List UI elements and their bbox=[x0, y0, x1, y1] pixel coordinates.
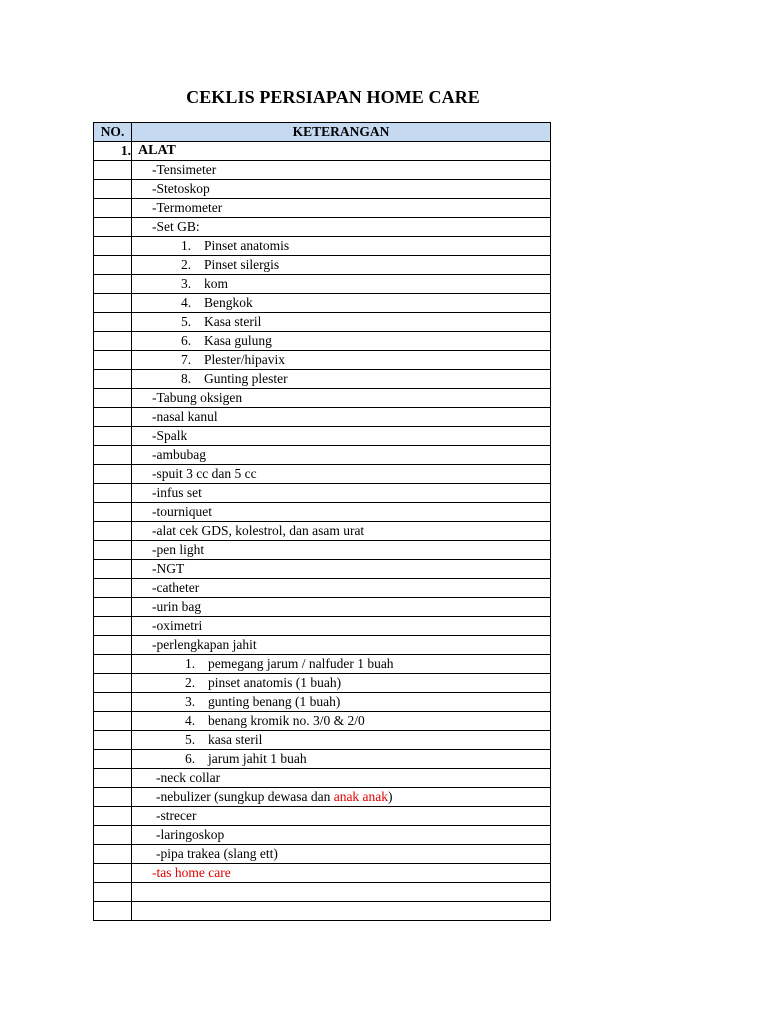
row-number-cell bbox=[94, 427, 132, 446]
row-number-cell: 1. bbox=[94, 142, 132, 161]
table-row bbox=[94, 503, 551, 522]
item-text: -nebulizer (sungkup dewasa dan bbox=[156, 789, 334, 804]
item-text: -neck collar bbox=[156, 770, 221, 785]
row-number-cell bbox=[94, 161, 132, 180]
item-number: 4. bbox=[185, 713, 196, 728]
row-number-cell bbox=[94, 275, 132, 294]
highlighted-text: -tas home care bbox=[152, 865, 231, 880]
item-text: -infus set bbox=[152, 485, 202, 500]
keterangan-cell bbox=[132, 674, 551, 693]
item-text: -ambubag bbox=[152, 447, 206, 462]
row-number-cell bbox=[94, 484, 132, 503]
row-number-cell bbox=[94, 560, 132, 579]
row-number-cell bbox=[94, 332, 132, 351]
keterangan-cell bbox=[132, 712, 551, 731]
keterangan-cell bbox=[132, 902, 551, 921]
keterangan-cell bbox=[132, 522, 551, 541]
table-row bbox=[94, 636, 551, 655]
keterangan-cell bbox=[132, 427, 551, 446]
table-row bbox=[94, 218, 551, 237]
row-number-cell bbox=[94, 655, 132, 674]
table-row bbox=[94, 769, 551, 788]
item-text: benang kromik no. 3/0 & 2/0 bbox=[208, 713, 365, 728]
keterangan-cell bbox=[132, 161, 551, 180]
row-number-cell bbox=[94, 579, 132, 598]
keterangan-cell bbox=[132, 142, 551, 161]
item-text: -Spalk bbox=[152, 428, 188, 443]
item-text: -Stetoskop bbox=[152, 181, 210, 196]
header-keterangan: KETERANGAN bbox=[132, 123, 551, 142]
row-number-cell bbox=[94, 788, 132, 807]
row-number-cell bbox=[94, 712, 132, 731]
row-number-cell bbox=[94, 598, 132, 617]
keterangan-cell bbox=[132, 256, 551, 275]
table-row bbox=[94, 750, 551, 769]
item-text: Gunting plester bbox=[204, 371, 288, 386]
item-text: -Tabung oksigen bbox=[152, 390, 243, 405]
table-row bbox=[94, 199, 551, 218]
keterangan-cell bbox=[132, 883, 551, 902]
keterangan-cell bbox=[132, 693, 551, 712]
keterangan-cell bbox=[132, 408, 551, 427]
row-number-cell bbox=[94, 218, 132, 237]
item-text: Bengkok bbox=[204, 295, 253, 310]
keterangan-cell bbox=[132, 750, 551, 769]
row-number-cell bbox=[94, 503, 132, 522]
table-row bbox=[94, 294, 551, 313]
table-row bbox=[94, 807, 551, 826]
item-text: -perlengkapan jahit bbox=[152, 637, 257, 652]
keterangan-cell bbox=[132, 579, 551, 598]
table-header-row bbox=[94, 123, 551, 142]
keterangan-cell bbox=[132, 332, 551, 351]
item-number: 2. bbox=[181, 257, 192, 272]
table-row bbox=[94, 617, 551, 636]
keterangan-cell bbox=[132, 237, 551, 256]
row-number-cell bbox=[94, 370, 132, 389]
keterangan-cell bbox=[132, 484, 551, 503]
keterangan-cell bbox=[132, 180, 551, 199]
item-number: 3. bbox=[181, 276, 192, 291]
item-text: -pen light bbox=[152, 542, 205, 557]
keterangan-cell bbox=[132, 351, 551, 370]
row-number-cell bbox=[94, 731, 132, 750]
table-row bbox=[94, 465, 551, 484]
row-number-cell bbox=[94, 541, 132, 560]
item-text: -Set GB: bbox=[152, 219, 200, 234]
row-number-cell bbox=[94, 693, 132, 712]
table-row bbox=[94, 788, 551, 807]
highlighted-text: anak anak bbox=[333, 789, 389, 804]
item-text: -laringoskop bbox=[156, 827, 225, 842]
table-row bbox=[94, 674, 551, 693]
keterangan-cell bbox=[132, 313, 551, 332]
row-number-cell bbox=[94, 769, 132, 788]
item-text: -alat cek GDS, kolestrol, dan asam urat bbox=[152, 523, 365, 538]
table-row bbox=[94, 845, 551, 864]
row-number-cell bbox=[94, 636, 132, 655]
item-text: -Termometer bbox=[152, 200, 223, 215]
item-text: kom bbox=[204, 276, 229, 291]
table-row bbox=[94, 598, 551, 617]
document-title: CEKLIS PERSIAPAN HOME CARE bbox=[186, 87, 480, 107]
row-number-cell bbox=[94, 237, 132, 256]
item-text: Pinset anatomis bbox=[204, 238, 290, 253]
item-text: -pipa trakea (slang ett) bbox=[156, 846, 278, 861]
keterangan-cell bbox=[132, 636, 551, 655]
item-text: -NGT bbox=[152, 561, 185, 576]
table-row bbox=[94, 712, 551, 731]
row-number-cell bbox=[94, 826, 132, 845]
item-number: 6. bbox=[181, 333, 192, 348]
keterangan-cell bbox=[132, 218, 551, 237]
item-number: 5. bbox=[185, 732, 196, 747]
row-number-cell bbox=[94, 674, 132, 693]
keterangan-cell bbox=[132, 864, 551, 883]
item-text: -spuit 3 cc dan 5 cc bbox=[152, 466, 257, 481]
item-text: kasa steril bbox=[208, 732, 263, 747]
row-number-cell bbox=[94, 351, 132, 370]
keterangan-cell bbox=[132, 294, 551, 313]
row-number-cell bbox=[94, 199, 132, 218]
keterangan-cell bbox=[132, 788, 551, 807]
keterangan-cell bbox=[132, 769, 551, 788]
row-number-cell bbox=[94, 180, 132, 199]
item-text: gunting benang (1 buah) bbox=[208, 694, 341, 709]
row-number-cell bbox=[94, 807, 132, 826]
section-heading: ALAT bbox=[138, 143, 176, 158]
table-row bbox=[94, 389, 551, 408]
keterangan-cell bbox=[132, 541, 551, 560]
table-row bbox=[94, 731, 551, 750]
item-text: -tourniquet bbox=[152, 504, 212, 519]
keterangan-cell bbox=[132, 370, 551, 389]
item-number: 6. bbox=[185, 751, 196, 766]
item-text: pemegang jarum / nalfuder 1 buah bbox=[208, 656, 394, 671]
item-text: -oximetri bbox=[152, 618, 203, 633]
table-row bbox=[94, 180, 551, 199]
keterangan-cell bbox=[132, 199, 551, 218]
item-text: Plester/hipavix bbox=[204, 352, 285, 367]
table-row bbox=[94, 408, 551, 427]
row-number-cell bbox=[94, 389, 132, 408]
row-number-cell bbox=[94, 256, 132, 275]
keterangan-cell bbox=[132, 503, 551, 522]
row-number-cell bbox=[94, 750, 132, 769]
keterangan-cell bbox=[132, 275, 551, 294]
keterangan-cell bbox=[132, 446, 551, 465]
table-row bbox=[94, 693, 551, 712]
table-row bbox=[94, 541, 551, 560]
item-text: Pinset silergis bbox=[204, 257, 280, 272]
item-number: 7. bbox=[181, 352, 192, 367]
item-text-suffix: ) bbox=[388, 789, 393, 804]
keterangan-cell bbox=[132, 807, 551, 826]
table-row bbox=[94, 427, 551, 446]
table-row bbox=[94, 256, 551, 275]
keterangan-cell bbox=[132, 560, 551, 579]
table-row bbox=[94, 313, 551, 332]
item-text: -nasal kanul bbox=[152, 409, 218, 424]
table-row bbox=[94, 522, 551, 541]
table-row bbox=[94, 237, 551, 256]
table-row bbox=[94, 655, 551, 674]
keterangan-cell bbox=[132, 617, 551, 636]
item-number: 1. bbox=[185, 656, 196, 671]
item-number: 1. bbox=[181, 238, 192, 253]
table-row bbox=[94, 484, 551, 503]
table-row bbox=[94, 883, 551, 902]
item-number: 3. bbox=[185, 694, 196, 709]
keterangan-cell bbox=[132, 465, 551, 484]
table-row bbox=[94, 864, 551, 883]
item-text: -strecer bbox=[156, 808, 197, 823]
item-text: Kasa gulung bbox=[204, 333, 272, 348]
item-text: Kasa steril bbox=[204, 314, 262, 329]
table-row bbox=[94, 142, 551, 161]
row-number-cell bbox=[94, 465, 132, 484]
table-row bbox=[94, 826, 551, 845]
table-row bbox=[94, 351, 551, 370]
row-number-cell bbox=[94, 902, 132, 921]
checklist-table bbox=[93, 122, 551, 921]
item-text: pinset anatomis (1 buah) bbox=[208, 675, 342, 690]
item-number: 5. bbox=[181, 314, 192, 329]
row-number-cell bbox=[94, 845, 132, 864]
table-row bbox=[94, 161, 551, 180]
keterangan-cell bbox=[132, 655, 551, 674]
keterangan-cell bbox=[132, 731, 551, 750]
row-number-cell bbox=[94, 883, 132, 902]
table-row bbox=[94, 560, 551, 579]
item-text: -urin bag bbox=[152, 599, 202, 614]
keterangan-cell bbox=[132, 845, 551, 864]
table-row bbox=[94, 446, 551, 465]
item-number: 4. bbox=[181, 295, 192, 310]
item-number: 8. bbox=[181, 371, 192, 386]
keterangan-cell bbox=[132, 389, 551, 408]
header-no: NO. bbox=[94, 123, 132, 142]
table-row bbox=[94, 332, 551, 351]
row-number-cell bbox=[94, 294, 132, 313]
row-number-cell bbox=[94, 446, 132, 465]
keterangan-cell bbox=[132, 826, 551, 845]
row-number-cell bbox=[94, 617, 132, 636]
keterangan-cell bbox=[132, 598, 551, 617]
item-text: -Tensimeter bbox=[152, 162, 217, 177]
table-body bbox=[94, 142, 551, 921]
item-text: -catheter bbox=[152, 580, 200, 595]
row-number-cell bbox=[94, 408, 132, 427]
row-number-cell bbox=[94, 313, 132, 332]
item-number: 2. bbox=[185, 675, 196, 690]
table-row bbox=[94, 902, 551, 921]
table-row bbox=[94, 370, 551, 389]
table-row bbox=[94, 275, 551, 294]
row-number-cell bbox=[94, 522, 132, 541]
row-number-cell bbox=[94, 864, 132, 883]
table-row bbox=[94, 579, 551, 598]
item-text: jarum jahit 1 buah bbox=[208, 751, 307, 766]
